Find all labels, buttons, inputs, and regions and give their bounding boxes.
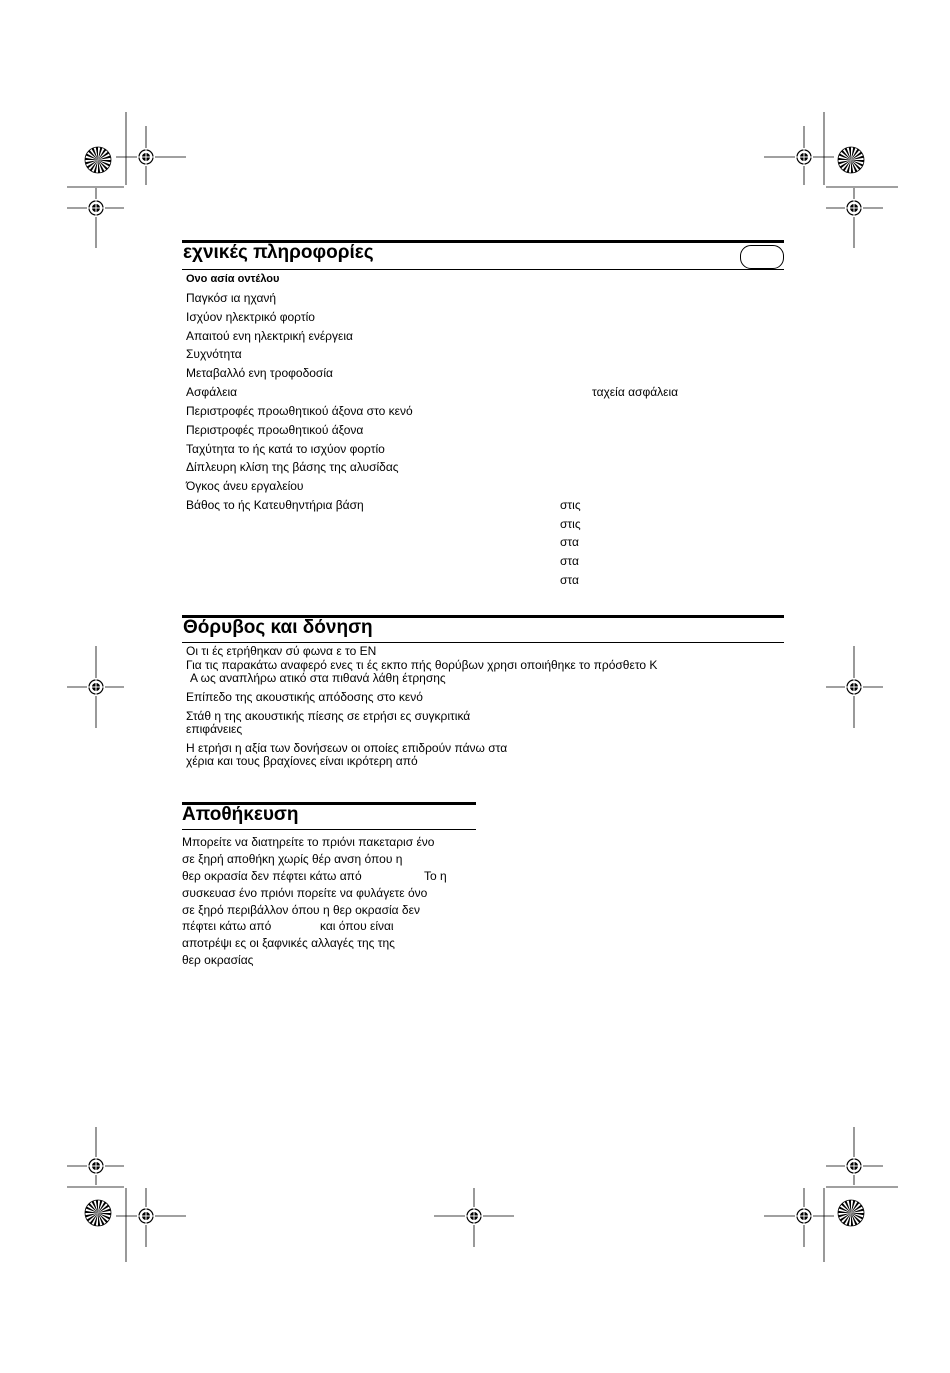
storage-title-underline xyxy=(182,829,476,830)
tech-row-label: Ονο ασία οντέλου xyxy=(186,273,280,285)
storage-title: Αποθήκευση xyxy=(182,804,299,825)
tech-row-label: Ασφάλεια xyxy=(186,385,238,399)
noise-item: Η ετρήσι η αξία των δονήσεων οι οποίες επιδρούν πάνω στα xyxy=(186,741,508,755)
angle-note: στις xyxy=(560,498,581,512)
tech-row-label: Μεταβαλλό ενη τροφοδοσία xyxy=(186,366,333,380)
noise-item: Επίπεδο της ακουστικής απόδοσης στο κενό xyxy=(186,690,423,704)
tech-row-label: Περιστροφές προωθητικού άξονα xyxy=(186,423,364,437)
tech-row-label: Βάθος το ής Κατευθηντήρια βάση xyxy=(186,498,364,512)
tech-row-label: Ισχύον ηλεκτρικό φορτίο xyxy=(186,310,315,324)
sunburst-mark xyxy=(838,1200,864,1226)
storage-text: και όπου είναι xyxy=(320,919,394,933)
sunburst-mark xyxy=(85,147,111,173)
sunburst-mark xyxy=(85,1200,111,1226)
angle-note: στις xyxy=(560,517,581,531)
tech-row-label: Δίπλευρη κλίση της βάσης της αλυσίδας xyxy=(186,460,399,474)
storage-text: θερ οκρασίας xyxy=(182,953,254,967)
angle-note: στα xyxy=(560,573,579,587)
tech-row-label: Συχνότητα xyxy=(186,347,242,361)
noise-title: Θόρυβος και δόνηση xyxy=(183,617,373,638)
noise-text: Α ως αναπλήρω ατικό στα πιθανά λάθη έτρησης xyxy=(190,671,446,685)
tech-title-underline xyxy=(182,269,784,270)
storage-text: πέφτει κάτω από xyxy=(182,919,272,933)
storage-text: σε ξηρή αποθήκη χωρίς θέρ ανση όπου η xyxy=(182,852,403,866)
storage-text: αποτρέψι ες οι ξαφνικές αλλαγές της της xyxy=(182,936,395,950)
tech-row-label: Παγκόσ ια ηχανή xyxy=(186,291,277,305)
storage-text: Μπορείτε να διατηρείτε το πριόνι πακεταρισ ένο xyxy=(182,835,435,849)
tech-row-value: ταχεία ασφάλεια xyxy=(592,385,679,399)
angle-note: στα xyxy=(560,554,579,568)
tech-title: εχνικές πληροφορίες xyxy=(183,242,374,263)
language-badge xyxy=(740,245,784,269)
noise-item: χέρια και τους βραχίονες είναι ικρότερη από xyxy=(186,754,418,768)
tech-row-label: Απαιτού ενη ηλεκτρική ενέργεια xyxy=(186,329,353,343)
storage-text: συσκευασ ένο πριόνι πορείτε να φυλάγετε όνο xyxy=(182,886,428,900)
storage-text: θερ οκρασία δεν πέφτει κάτω από xyxy=(182,869,362,883)
noise-text: Οι τι ές ετρήθηκαν σύ φωνα ε το ΕΝ xyxy=(186,644,377,658)
noise-item: επιφάνειες xyxy=(186,722,243,736)
noise-item: Στάθ η της ακουστικής πίεσης σε ετρήσι ες συγκριτικά xyxy=(186,709,471,723)
tech-row-label: Περιστροφές προωθητικού άξονα στο κενό xyxy=(186,404,413,418)
noise-text: Για τις παρακάτω αναφερό ενες τι ές εκπο πής θορύβων χρησι οποιήθηκε το πρόσθετο Κ xyxy=(186,658,658,672)
sunburst-mark xyxy=(838,147,864,173)
angle-note: στα xyxy=(560,535,579,549)
noise-title-underline xyxy=(182,642,784,643)
tech-row-label: Όγκος άνευ εργαλείου xyxy=(186,479,304,493)
storage-text: σε ξηρό περιβάλλον όπου η θερ οκρασία δεν xyxy=(182,903,420,917)
storage-text: Το η xyxy=(424,869,447,883)
tech-row-label: Ταχύτητα το ής κατά το ισχύον φορτίο xyxy=(186,442,385,456)
